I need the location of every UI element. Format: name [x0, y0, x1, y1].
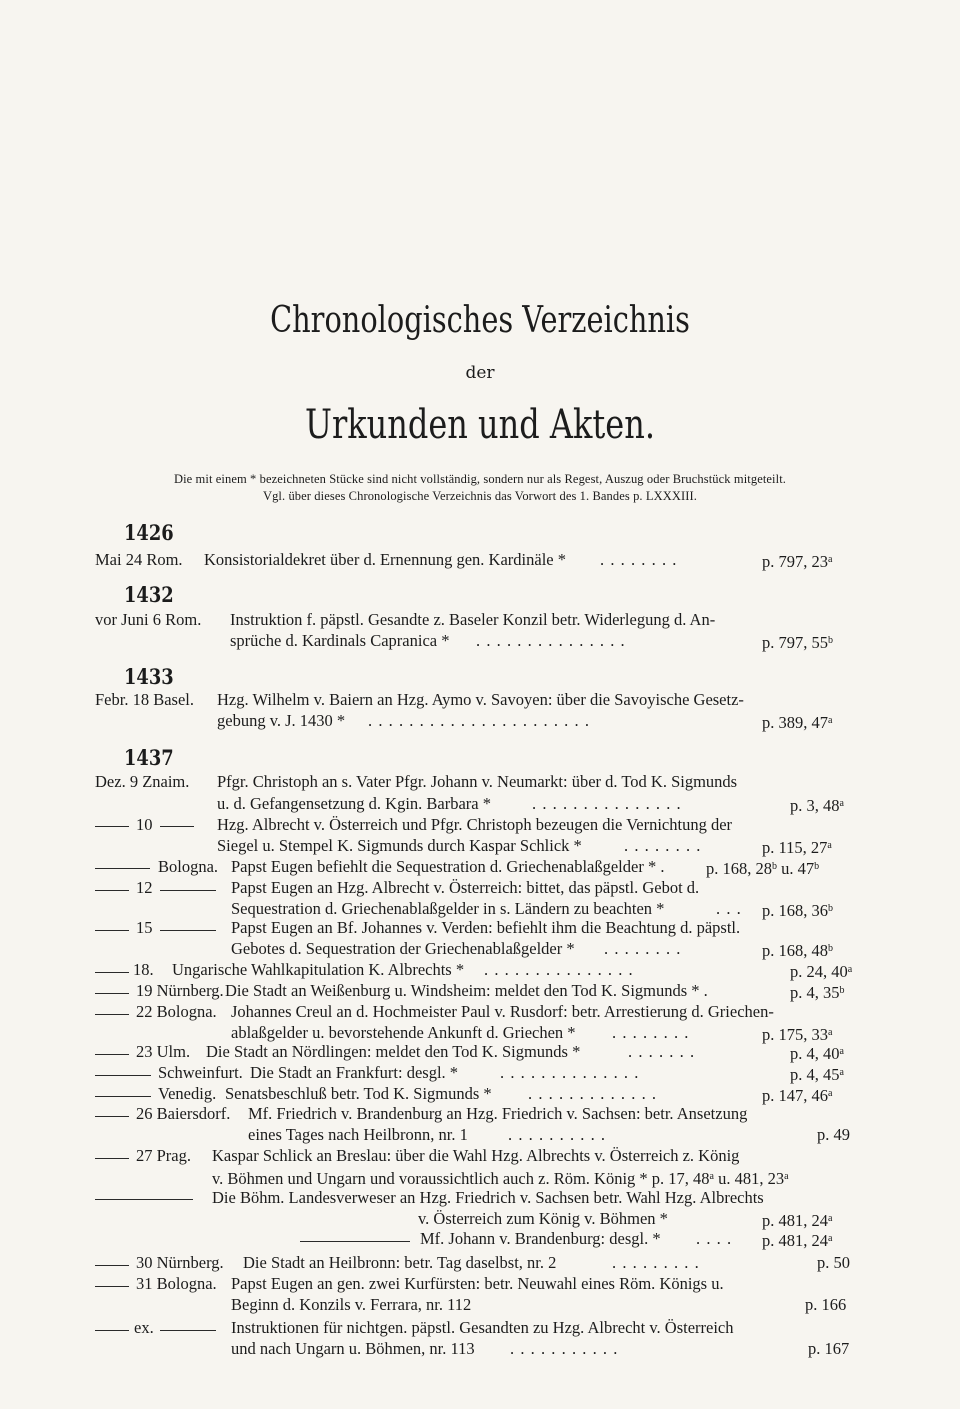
entry-text: Sequestration d. Griechenablaßgelder in s. Ländern zu beachten *: [231, 899, 665, 918]
entry-date: vor Juni 6 Rom.: [95, 610, 202, 629]
entry-text: und nach Ungarn u. Böhmen, nr. 113: [231, 1339, 475, 1358]
dot-leader: .............: [528, 1084, 663, 1103]
entry-day: ex.: [134, 1318, 154, 1337]
year-heading: 1426: [124, 520, 174, 545]
entry-page-text: p. 168, 28: [706, 859, 772, 878]
entry-page: p. 166: [805, 1295, 847, 1314]
entry-page-sup: a: [828, 1088, 833, 1099]
entry-page-sup: b: [828, 635, 833, 646]
entry-date: Mai 24 Rom.: [95, 550, 183, 569]
entry-page-sup: a: [847, 964, 853, 975]
page-title-2: Urkunden und Akten.: [304, 402, 656, 448]
entry-page-text: p. 389, 47: [762, 713, 828, 732]
year-heading: 1432: [124, 582, 174, 607]
dot-leader: ...............: [484, 960, 639, 979]
entry-page-text: p. 147, 46: [762, 1086, 828, 1105]
entry-page: [762, 1209, 832, 1231]
entry-page-text: p. 115, 27: [762, 838, 828, 857]
entry-date: Febr. 18 Basel.: [95, 690, 194, 709]
ditto-dash: [160, 890, 216, 891]
entry-page: p. 49: [817, 1125, 850, 1144]
entry-text: eines Tages nach Heilbronn, nr. 1: [248, 1125, 468, 1144]
ditto-dash: [95, 1199, 193, 1200]
entry-date: Dez. 9 Znaim.: [95, 772, 190, 791]
entry-text: Senatsbeschluß betr. Tod K. Sigmunds *: [225, 1084, 492, 1103]
entry-text: Mf. Johann v. Brandenburg: desgl. *: [420, 1229, 661, 1248]
entry-page: [762, 939, 833, 961]
entry-page-text: p. 168, 36: [762, 901, 828, 920]
entry-place: Bologna.: [158, 857, 219, 876]
entry-page-text: p. 168, 48: [762, 941, 828, 960]
entry-text: Kaspar Schlick an Breslau: über die Wahl Hzg. Albrechts v. Österreich z. König: [212, 1146, 740, 1165]
dot-leader: ..............: [500, 1063, 645, 1082]
entry-page-text: p. 3, 48: [790, 796, 840, 815]
entry-page-text-2: u. 47: [781, 859, 815, 878]
entry-page-text: p. 4, 40: [790, 1044, 840, 1063]
entry-text: Ungarische Wahlkapitulation K. Albrechts *: [172, 960, 465, 979]
entry-text: Mf. Friedrich v. Brandenburg an Hzg. Friedrich v. Sachsen: betr. Ansetzung: [248, 1104, 748, 1123]
ditto-dash: [160, 826, 194, 827]
ditto-dash: [95, 890, 129, 891]
entry-day: 19 Nürnberg.: [136, 981, 224, 1000]
ditto-dash: [160, 1330, 216, 1331]
entry-day: 12: [136, 878, 153, 897]
dot-leader: ........: [604, 939, 687, 958]
entry-day: 23 Ulm.: [136, 1042, 191, 1061]
entry-text: Papst Eugen befiehlt die Sequestration d. Griechenablaßgelder * .: [231, 857, 665, 876]
entry-page: [762, 1084, 832, 1106]
ditto-dash: [95, 826, 129, 827]
entry-page: [762, 631, 833, 653]
entry-page: [790, 960, 852, 982]
dot-leader: ........: [612, 1023, 695, 1042]
entry-text: Konsistorialdekret über d. Ernennung gen. Kardinäle *: [204, 550, 566, 569]
entry-text: Beginn d. Konzils v. Ferrara, nr. 112: [231, 1295, 472, 1314]
entry-page: p. 167: [808, 1339, 850, 1358]
entry-page-sup-mid: a: [709, 1171, 714, 1182]
entry-text: Instruktion f. päpstl. Gesandte z. Baseler Konzil betr. Widerlegung d. An-: [230, 610, 716, 629]
entry-page-text: p. 797, 23: [762, 552, 828, 571]
dot-leader: ..........: [508, 1125, 612, 1144]
ditto-dash: [95, 1330, 129, 1331]
entry-page-text: p. 4, 45: [790, 1065, 840, 1084]
entry-day: 15: [136, 918, 153, 937]
entry-page-text: p. 797, 55: [762, 633, 828, 652]
dot-leader: .......: [628, 1042, 701, 1061]
entry-text: Hzg. Wilhelm v. Baiern an Hzg. Aymo v. Savoyen: über die Savoyische Gesetz-: [217, 690, 744, 709]
ditto-dash: [95, 868, 150, 869]
ditto-dash: [95, 1054, 129, 1055]
entry-page-sup: a: [839, 1067, 844, 1078]
dot-leader: ...............: [532, 794, 687, 813]
entry-text: Die Stadt an Frankfurt: desgl. *: [250, 1063, 459, 1082]
entry-text-part: v. Böhmen und Ungarn und voraussichtlich auch z. Röm. König * p. 17, 48: [212, 1169, 710, 1188]
entry-day: 18.: [133, 960, 154, 979]
entry-page: [762, 711, 832, 733]
dot-leader: .........: [612, 1253, 705, 1272]
entry-page: [762, 836, 832, 858]
entry-page-sup: a: [827, 840, 832, 851]
page-subtitle: der: [465, 363, 495, 383]
ditto-dash: [160, 930, 216, 931]
dot-leader: ...........: [510, 1339, 624, 1358]
ditto-dash: [95, 1096, 151, 1097]
dot-leader: ...............: [476, 631, 631, 650]
entry-page: [762, 550, 832, 572]
entry-text: Die Stadt an Nördlingen: meldet den Tod K. Sigmunds *: [206, 1042, 581, 1061]
entry-page-sup: a: [839, 798, 844, 809]
entry-day: 30 Nürnberg.: [136, 1253, 224, 1272]
entry-page-text: p. 4, 35: [790, 983, 840, 1002]
entry-page-text: p. 481, 24: [762, 1231, 828, 1250]
note-line-1: Die mit einem * bezeichneten Stücke sind nicht vollständig, sondern nur als Regest, Auszug oder Bruchstück mitgeteilt.: [173, 472, 787, 486]
ditto-dash: [95, 1116, 129, 1117]
entry-page-sup: b: [828, 903, 833, 914]
dot-leader: ........: [624, 836, 707, 855]
dot-leader: ......................: [368, 711, 596, 730]
entry-page: [762, 899, 833, 921]
entry-text: v. Österreich zum König v. Böhmen *: [418, 1209, 668, 1228]
entry-page-text: p. 481, 24: [762, 1211, 828, 1230]
ditto-dash: [95, 972, 129, 973]
entry-page-sup: a: [784, 1171, 789, 1182]
entry-page: [790, 1042, 844, 1064]
entry-page-text: u. 481, 23: [718, 1169, 785, 1188]
entry-day: 10: [136, 815, 153, 834]
entry-page-sup: a: [828, 1027, 833, 1038]
entry-text: Instruktionen für nichtgen. päpstl. Gesandten zu Hzg. Albrecht v. Österreich: [231, 1318, 734, 1337]
entry-page: [790, 981, 845, 1003]
entry-text: sprüche d. Kardinals Capranica *: [230, 631, 450, 650]
ditto-dash: [95, 1158, 129, 1159]
entry-text: Die Stadt an Heilbronn: betr. Tag daselbst, nr. 2: [243, 1253, 557, 1272]
entry-text: Die Böhm. Landesverweser an Hzg. Friedrich v. Sachsen betr. Wahl Hzg. Albrechts: [212, 1188, 764, 1207]
entry-page-sup: a: [828, 715, 833, 726]
ditto-dash: [95, 1265, 129, 1266]
entry-page: [790, 794, 844, 816]
entry-text: Papst Eugen an gen. zwei Kurfürsten: betr. Neuwahl eines Röm. Königs u.: [231, 1274, 724, 1293]
entry-page-sup: b: [772, 861, 777, 872]
entry-page: p. 50: [817, 1253, 850, 1272]
entry-text: Johannes Creul an d. Hochmeister Paul v. Rusdorf: betr. Arrestierung d. Griechen-: [231, 1002, 774, 1021]
entry-text: Papst Eugen an Bf. Johannes v. Verden: befiehlt ihm die Beachtung d. päpstl.: [231, 918, 741, 937]
entry-page-sup: b: [828, 943, 833, 954]
ditto-dash: [95, 1286, 129, 1287]
page-title: Chronologisches Verzeichnis: [270, 300, 690, 341]
entry-day: 22 Bologna.: [136, 1002, 217, 1021]
note-line-2: Vgl. über dieses Chronologische Verzeichnis das Vorwort des 1. Bandes p. LXXXIII.: [262, 489, 698, 503]
entry-text: Gebotes d. Sequestration der Griechenablaßgelder *: [231, 939, 575, 958]
ditto-dash: [300, 1241, 410, 1242]
ditto-dash: [95, 930, 129, 931]
entry-text: Die Stadt an Weißenburg u. Windsheim: meldet den Tod K. Sigmunds * .: [225, 981, 708, 1000]
entry-text: ablaßgelder u. bevorstehende Ankunft d. Griechen *: [231, 1023, 576, 1042]
dot-leader: ........: [600, 550, 683, 569]
entry-text: Pfgr. Christoph an s. Vater Pfgr. Johann v. Neumarkt: über d. Tod K. Sigmunds: [217, 772, 738, 791]
entry-place: Venedig.: [158, 1084, 217, 1103]
dot-leader: ....: [696, 1229, 738, 1248]
entry-place: Schweinfurt.: [158, 1063, 243, 1082]
entry-page-sup: a: [839, 1046, 844, 1057]
entry-text: Hzg. Albrecht v. Österreich und Pfgr. Christoph bezeugen die Vernichtung der: [217, 815, 733, 834]
year-heading: 1437: [124, 745, 174, 770]
year-heading: 1433: [124, 664, 174, 689]
entry-text: Siegel u. Stempel K. Sigmunds durch Kaspar Schlick *: [217, 836, 582, 855]
ditto-dash: [95, 993, 129, 994]
entry-page-sup: a: [828, 554, 833, 565]
dot-leader: ...: [716, 899, 747, 918]
entry-text: Papst Eugen an Hzg. Albrecht v. Österreich: bittet, das päpstl. Gebot d.: [231, 878, 700, 897]
entry-day: 27 Prag.: [136, 1146, 191, 1165]
entry-page-text: p. 24, 40: [790, 962, 848, 981]
entry-page: [790, 1063, 844, 1085]
entry-page: [706, 857, 819, 879]
entry-day: 26 Baiersdorf.: [136, 1104, 231, 1123]
entry-text: gebung v. J. 1430 *: [217, 711, 346, 730]
ditto-dash: [95, 1075, 151, 1076]
entry-day: 31 Bologna.: [136, 1274, 217, 1293]
entry-page-sup: b: [839, 985, 845, 996]
entry-page-sup: a: [828, 1233, 833, 1244]
entry-text: [212, 1167, 789, 1189]
entry-page: [762, 1229, 832, 1251]
entry-page-text: p. 175, 33: [762, 1025, 828, 1044]
entry-text: u. d. Gefangensetzung d. Kgin. Barbara *: [217, 794, 491, 813]
entry-page-sup-2: b: [814, 861, 820, 872]
entry-page-sup: a: [828, 1213, 833, 1224]
ditto-dash: [95, 1014, 129, 1015]
